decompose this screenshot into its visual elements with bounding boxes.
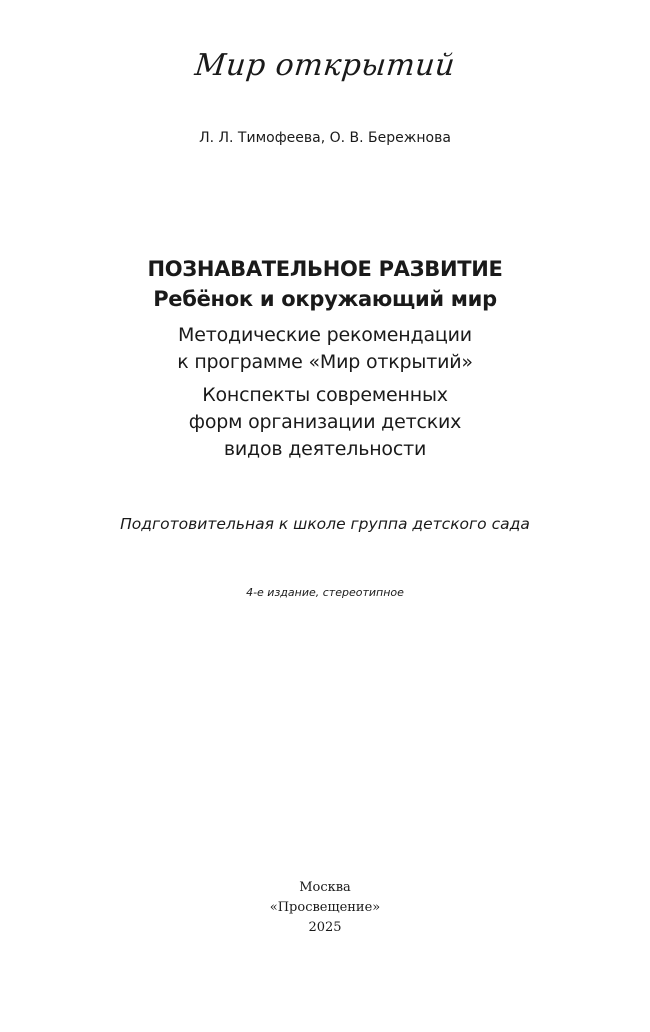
edition-note: 4-е издание, стереотипное (246, 586, 404, 599)
authors: Л. Л. Тимофеева, О. В. Бережнова (199, 130, 451, 146)
description-line: форм организации детских (188, 411, 462, 433)
description-line: Методические рекомендации (178, 324, 472, 346)
imprint-city: Москва (299, 880, 351, 895)
description-line: Конспекты современных (202, 384, 448, 406)
series-logo: Мир открытий (193, 48, 457, 83)
book-title: ПОЗНАВАТЕЛЬНОЕ РАЗВИТИЕ (147, 257, 503, 281)
imprint (0, 878, 650, 938)
imprint-year: 2025 (308, 920, 342, 935)
title-block (0, 254, 650, 463)
imprint-publisher: «Просвещение» (269, 900, 381, 915)
audience-note: Подготовительная к школе группа детского сада (120, 515, 530, 533)
book-subtitle: Ребёнок и окружающий мир (153, 287, 497, 311)
description-line: к программе «Мир открытий» (177, 351, 473, 373)
description-line: видов деятельности (223, 438, 427, 460)
